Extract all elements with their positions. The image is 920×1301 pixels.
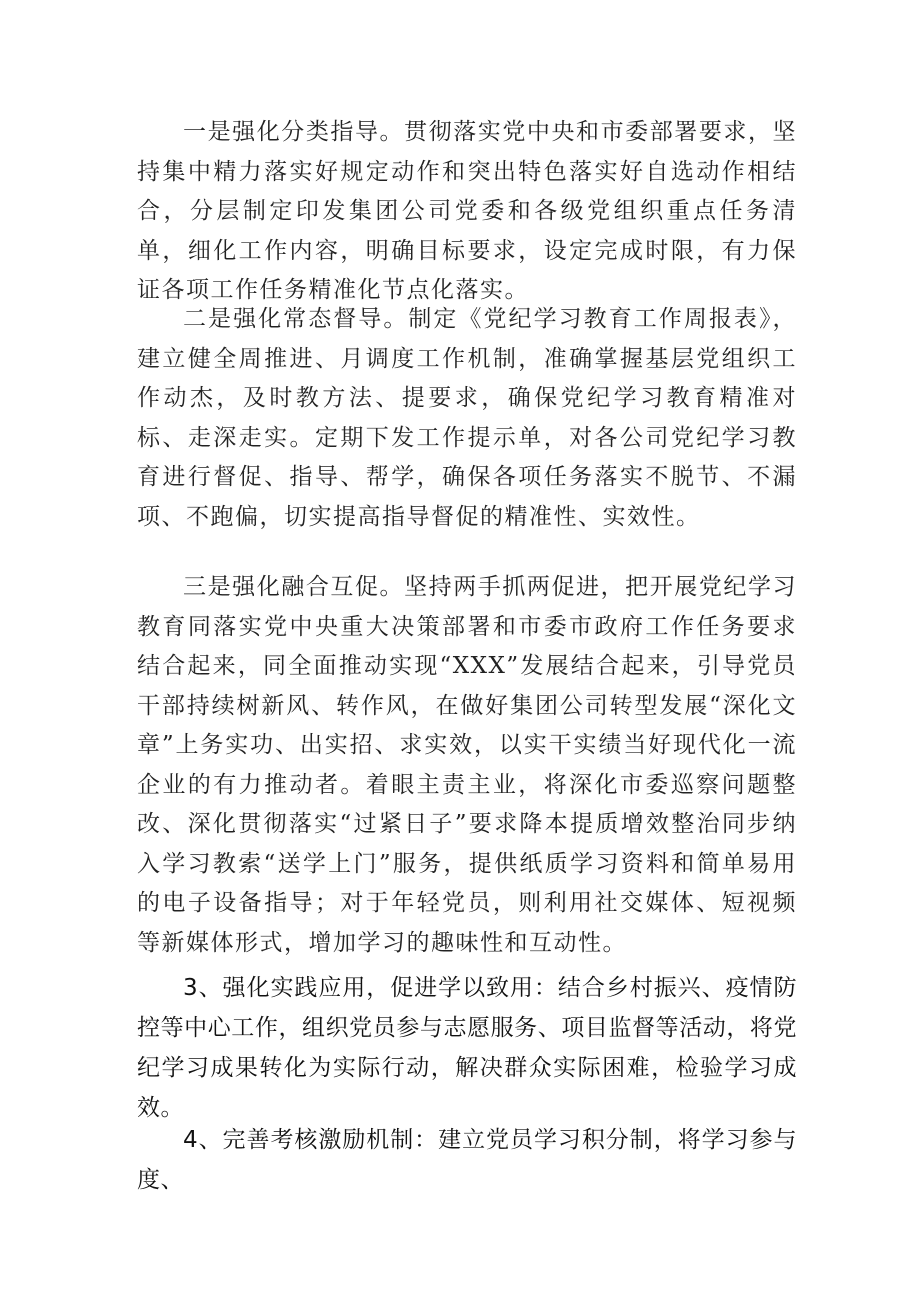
paragraph-classified-guidance: 一是强化分类指导。贯彻落实党中央和市委部署要求，坚持集中精力落实好规定动作和突出特色落实好自选动作相结合，分层制定印发集团公司党委和各级党组织重点任务清单，细化工作内容，明确目标要求，设定完成时限，有力保证各项工作任务精准化节点化落实。 — [137, 119, 797, 303]
paragraph-assessment-incentive: 4、完善考核激励机制：建立党员学习积分制，将学习参与度、 — [137, 1127, 797, 1193]
paragraph-practice-application: 3、强化实践应用，促进学以致用：结合乡村振兴、疫情防控等中心工作，组织党员参与志愿服务、项目监督等活动，将党纪学习成果转化为实际行动，解决群众实际困难，检验学习成效。 — [137, 975, 797, 1121]
paragraph-routine-supervision: 二是强化常态督导。制定《党纪学习教育工作周报表》，建立健全周推进、月调度工作机制，准确掌握基层党组织工作动杰，及时教方法、提要求，确保党纪学习教育精准对标、走深走实。定期下发工作提示单，对各公司党纪学习教育进行督促、指导、帮学，确保各项任务落实不脱节、不漏项、不跑偏，切实提高指导督促的精准性、实效性。 — [137, 306, 797, 530]
paragraph-integration-promotion: 三是强化融合互促。坚持两手抓两促进，把开展党纪学习教育同落实党中央重大决策部署和市委市政府工作任务要求结合起来，同全面推动实现“XXX”发展结合起来，引导党员干部持续树新风、转作风，在做好集团公司转型发展“深化文章”上务实功、出实招、求实效，以实干实绩当好现代化一流企业的有力推动者。着眼主责主业，将深化市委巡察问题整改、深化贯彻落实“过紧日子”要求降本提质增效整治同步纳入学习教索“送学上门”服务，提供纸质学习资料和简单易用的电子设备指导；对于年轻党员，则利用社交媒体、短视频等新媒体形式，增加学习的趣味性和互动性。 — [137, 574, 797, 956]
